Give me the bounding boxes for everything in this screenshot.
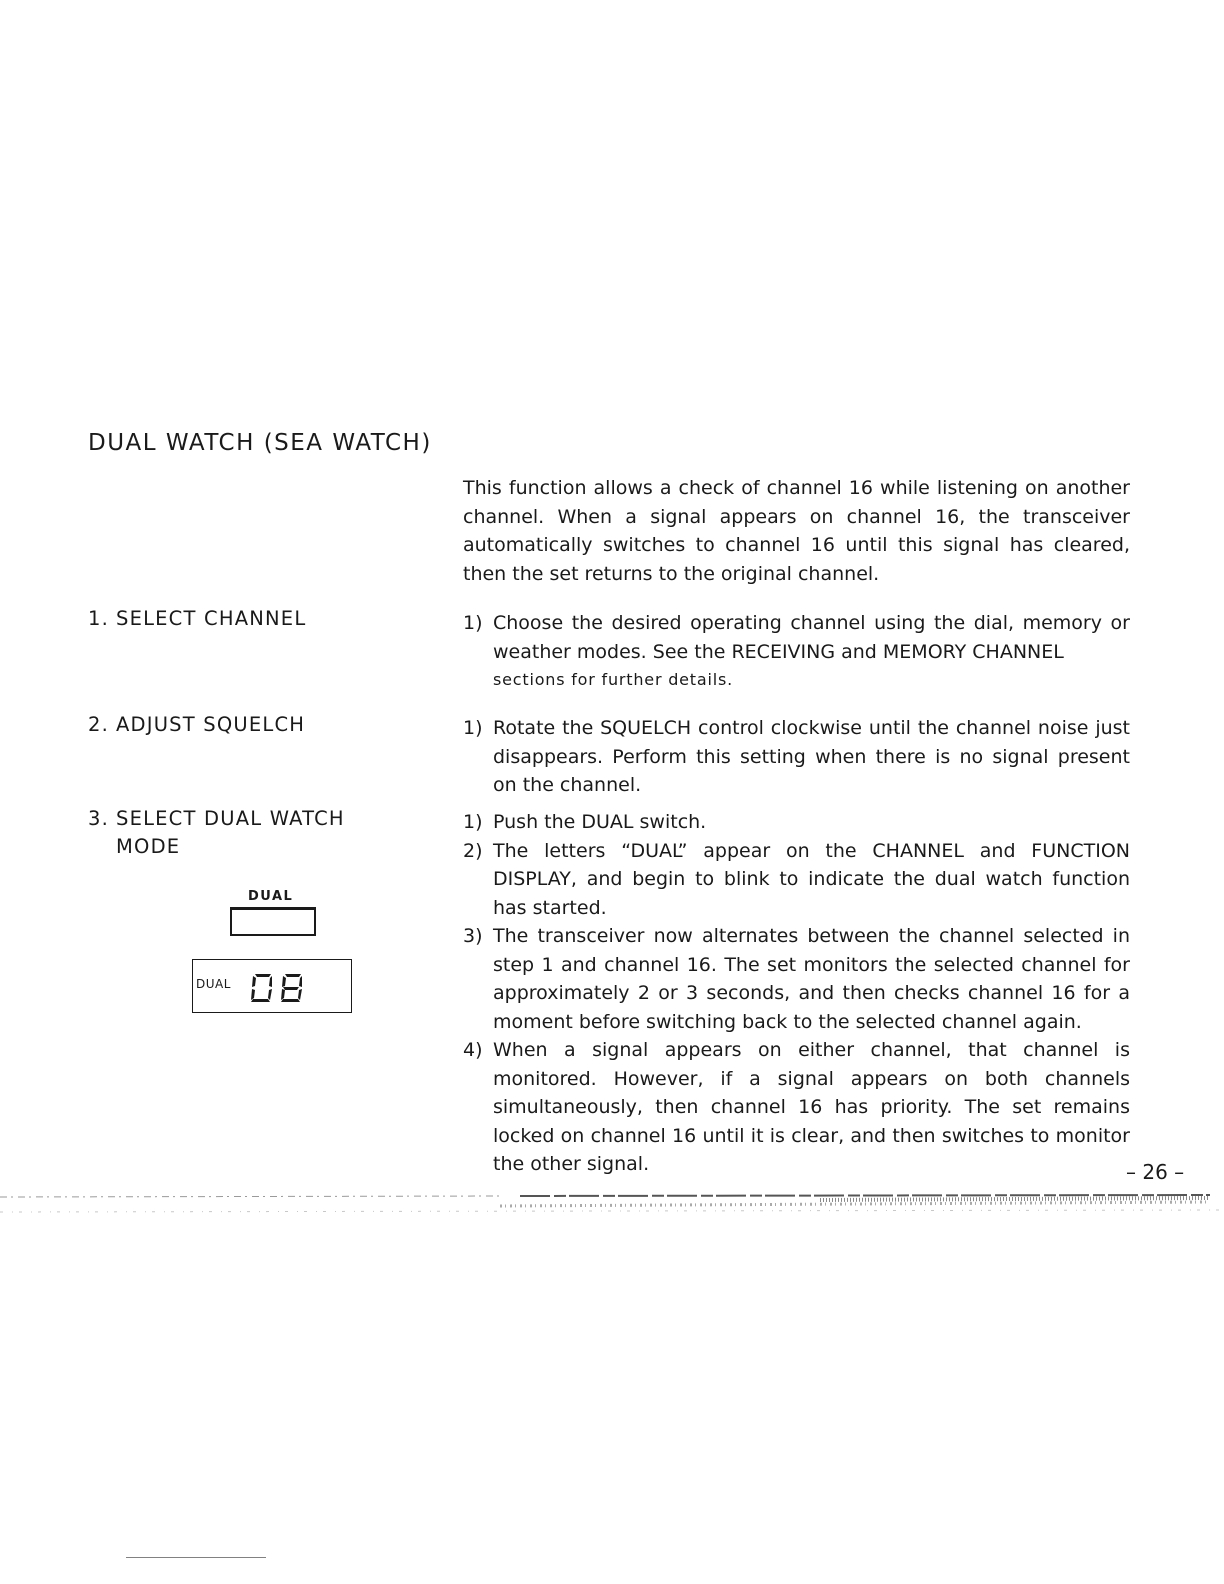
display-digits — [249, 973, 309, 1007]
list-item — [463, 808, 1130, 837]
step-1-title — [88, 605, 306, 633]
scan-edge-decoration — [0, 1188, 1224, 1228]
item-text: When a signal appears on either channel, that channel is monitored. However, if a signal appears on both channels simultaneously, then channel 16 has priority. The set remains locked on channel 16 until it is clear, and then switches to monitor the other signal. — [493, 1039, 1130, 1175]
step-2-title — [88, 711, 305, 739]
item-marker: 4) — [463, 1039, 483, 1061]
section-title: DUAL WATCH (SEA WATCH) — [88, 430, 432, 456]
step-3-list — [463, 808, 1130, 1179]
item-marker: 2) — [463, 839, 483, 862]
display-dual-label: DUAL — [196, 977, 231, 991]
seven-segment-digits — [249, 973, 309, 1003]
item-marker: 1) — [463, 717, 483, 739]
item-marker: 1) — [463, 811, 483, 833]
item-text: Choose the desired operating channel using the dial, memory or weather modes. See the RECEIVING and MEMORY CHANNEL — [493, 612, 1130, 663]
step-3-title — [88, 805, 345, 861]
list-item — [463, 837, 1130, 923]
item-text: The transceiver now alternates between the channel selected in step 1 and channel 16. The set monitors the selected channel for approximately 2 or 3 seconds, and then checks channel 16 for a moment before switching back to the selected channel again. — [493, 925, 1130, 1033]
step-number: 3. — [88, 807, 110, 830]
list-item — [463, 922, 1130, 1036]
channel-display — [192, 959, 352, 1013]
list-item — [463, 714, 1130, 800]
item-text: The letters “DUAL” appear on the CHANNEL and FUNCTION DISPLAY, and begin to blink to indicate the dual watch function has started. — [493, 839, 1130, 919]
step-2-list — [463, 714, 1130, 800]
step-title-continued: MODE — [116, 835, 181, 858]
step-number: 1. — [88, 607, 110, 630]
list-item — [463, 1036, 1130, 1179]
item-text: Push the DUAL switch. — [493, 811, 707, 833]
margin-line — [126, 1557, 266, 1558]
step-number: 2. — [88, 713, 110, 736]
item-marker: 3) — [463, 925, 483, 947]
list-item — [463, 609, 1130, 695]
item-text-small: sections for further details. — [493, 670, 733, 689]
step-title-text: SELECT CHANNEL — [116, 607, 307, 630]
dual-button-label: DUAL — [248, 889, 294, 904]
item-marker: 1) — [463, 612, 483, 634]
dual-button-drawing — [230, 907, 316, 936]
item-text: Rotate the SQUELCH control clockwise until the channel noise just disappears. Perform this setting when there is no signal present on the channel. — [493, 717, 1130, 796]
step-title-text: SELECT DUAL WATCH — [116, 807, 345, 830]
intro-paragraph: This function allows a check of channel 16 while listening on another channel. When a signal appears on channel 16, the transceiver automatically switches to channel 16 until this signal has cleared, then the set returns to the original channel. — [463, 477, 1130, 585]
step-title-text: ADJUST SQUELCH — [116, 713, 306, 736]
page-number: – 26 – — [1126, 1160, 1185, 1184]
step-1-list — [463, 609, 1130, 695]
